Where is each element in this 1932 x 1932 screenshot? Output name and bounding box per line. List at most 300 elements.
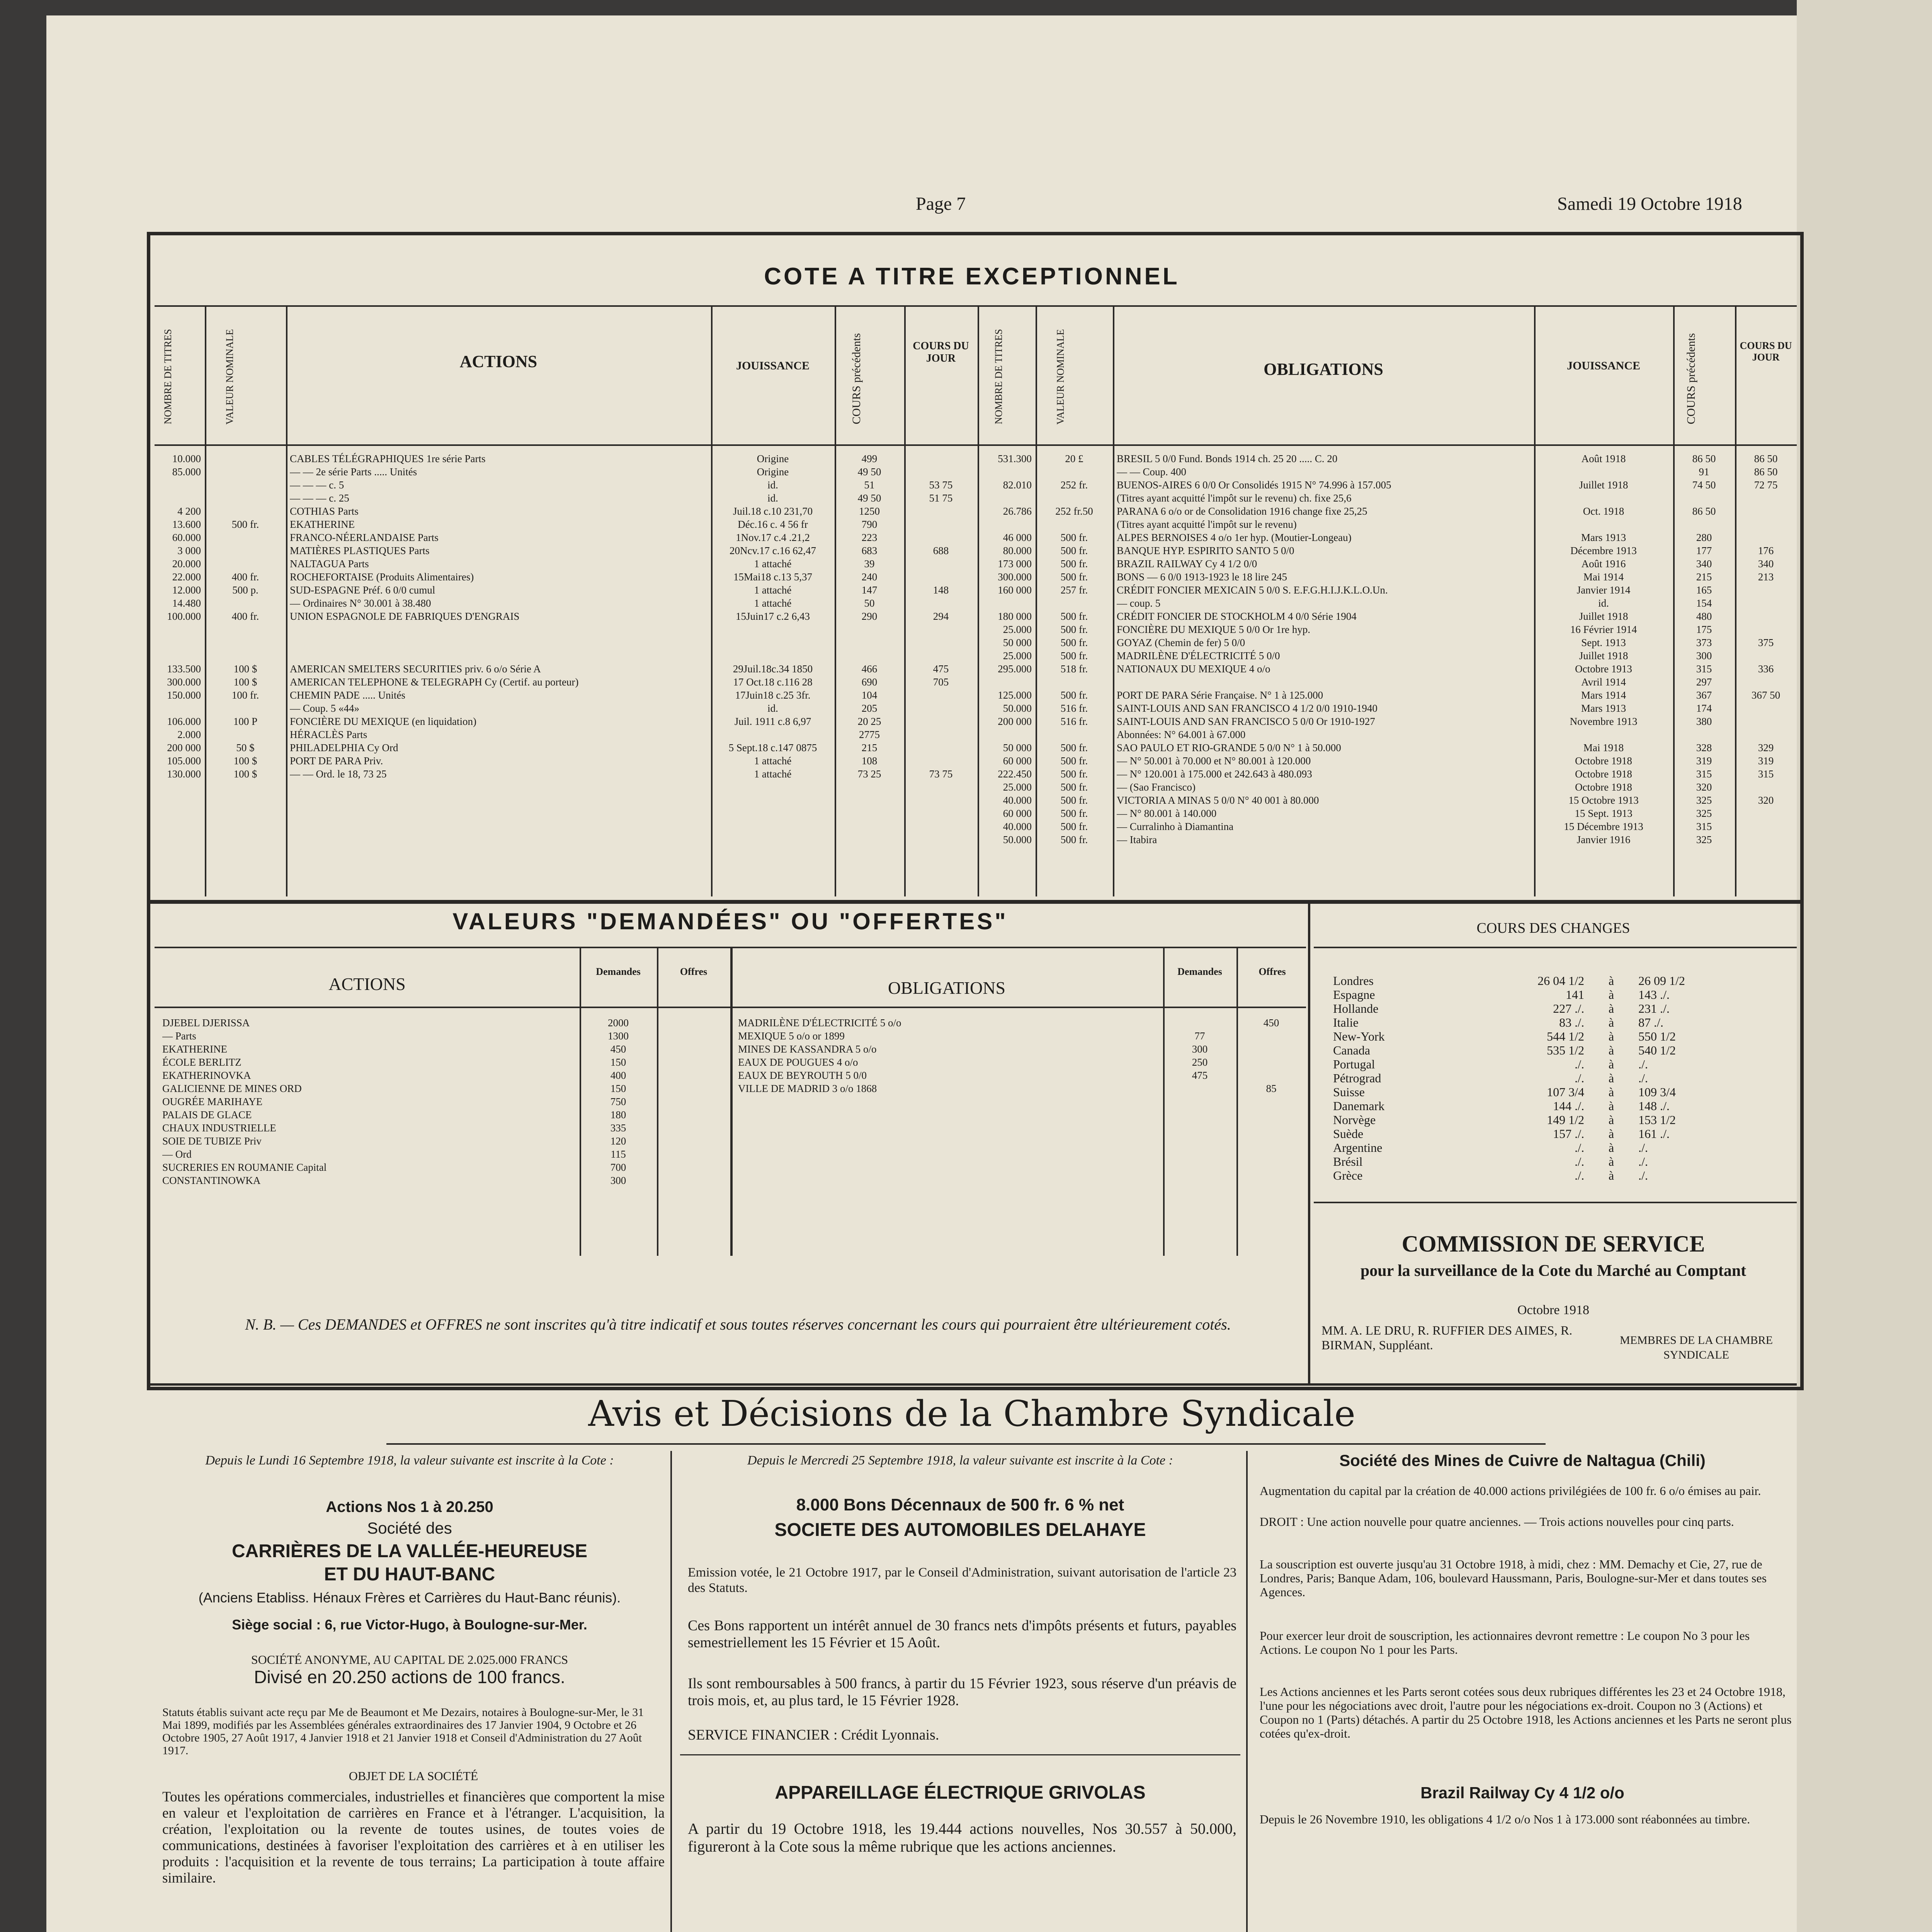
jouissance-cell: 15Juin17 c.2 6,43 [736, 611, 810, 622]
cours-prec-cell: 240 [861, 571, 878, 583]
cours-prec-cell: 2775 [859, 729, 880, 740]
name-cell: EKATHERINE [290, 519, 355, 530]
name-cell: AMERICAN TELEPHONE & TELEGRAPH Cy (Certif. au porteur) [290, 676, 579, 688]
cours-prec-cell: 320 [1696, 781, 1712, 793]
name-cell: — N° 50.001 à 70.000 et N° 80.001 à 120.000 [1117, 755, 1311, 767]
change-high: 109 3/4 [1638, 1085, 1676, 1099]
cours-prec-cell: 315 [1696, 768, 1712, 780]
demandes-cell: 150 [610, 1083, 626, 1094]
demandes-label: Demandes [596, 966, 641, 977]
cours-jour-cell: 375 [1758, 637, 1774, 648]
cours-prec-cell: 73 25 [857, 768, 881, 780]
valeur-cell: 500 fr. [1060, 755, 1088, 767]
change-low: 149 1/2 [1547, 1113, 1584, 1127]
demandes-cell: 300 [610, 1175, 626, 1186]
nombre-cell: 12.000 [172, 584, 201, 596]
jouissance-cell: Décembre 1913 [1570, 545, 1637, 556]
cours-prec-cell: 86 50 [1692, 505, 1716, 517]
name-cell: — Ordinaires N° 30.001 à 38.480 [290, 597, 431, 609]
cours-prec-cell: 315 [1696, 821, 1712, 832]
change-sep: à [1608, 1071, 1614, 1085]
name-cell: — Coup. 5 «44» [290, 702, 360, 714]
cours-prec-cell: 108 [861, 755, 878, 767]
avis2-service: SERVICE FINANCIER : Crédit Lyonnais. [688, 1727, 939, 1743]
cours-prec-cell: 690 [861, 676, 878, 688]
nombre-cell: 50 000 [1003, 742, 1032, 753]
col-cours-jour: COURS DU JOUR [913, 340, 969, 364]
col-valeur-obl: VALEUR NOMINALE [1055, 329, 1066, 425]
change-country: Norvège [1333, 1113, 1376, 1127]
valeur-cell: 100 fr. [231, 689, 259, 701]
change-sep: à [1608, 1043, 1614, 1057]
avis2-emission: Emission votée, le 21 Octobre 1917, par le Conseil d'Administration, suivant autorisation de l'article 23 des Statuts. [688, 1565, 1236, 1595]
change-low: 141 [1566, 988, 1584, 1002]
jouissance-cell: 17 Oct.18 c.116 28 [733, 676, 813, 688]
nombre-cell: 200 000 [998, 716, 1032, 727]
change-country: Portugal [1333, 1057, 1375, 1071]
demandes-label-obl: Demandes [1177, 966, 1222, 977]
change-high: 540 1/2 [1638, 1043, 1676, 1057]
name-cell: CONSTANTINOWKA [162, 1175, 261, 1186]
change-country: Suède [1333, 1127, 1364, 1141]
change-country: Grèce [1333, 1168, 1363, 1182]
jouissance-cell: Janvier 1916 [1577, 834, 1631, 845]
jouissance-cell: 15 Octobre 1913 [1568, 794, 1639, 806]
naltagua-droit: DROIT : Une action nouvelle pour quatre anciennes. — Trois actions nouvelles pour cinq parts. [1260, 1515, 1734, 1529]
nombre-cell: 10.000 [172, 453, 201, 464]
name-cell: CHAUX INDUSTRIELLE [162, 1122, 276, 1134]
nombre-cell: 85.000 [172, 466, 201, 478]
jouissance-cell: id. [767, 479, 778, 491]
jouissance-cell: id. [767, 702, 778, 714]
commission-members: MM. A. LE DRU, R. RUFFIER DES AIMES, R. BIRMAN, Suppléant. [1321, 1324, 1573, 1352]
nombre-cell: 160 000 [998, 584, 1032, 596]
jouissance-cell: Novembre 1913 [1570, 716, 1638, 727]
nombre-cell: 3 000 [177, 545, 201, 556]
jouissance-cell: Juillet 1918 [1579, 479, 1628, 491]
name-cell: MINES DE KASSANDRA 5 o/o [738, 1043, 877, 1055]
name-cell: ALPES BERNOISES 4 o/o 1er hyp. (Moutier-Longeau) [1117, 532, 1352, 543]
change-low: ./. [1575, 1155, 1584, 1168]
nombre-cell: 106.000 [167, 716, 201, 727]
jouissance-cell: Octobre 1918 [1575, 755, 1632, 767]
cours-jour-cell: 315 [1758, 768, 1774, 780]
valeur-cell: 400 fr. [231, 611, 259, 622]
avis1-objet-text: Toutes les opérations commerciales, industrielles et financières que comportent la mise en valeur et l'exploitation de carrières en France et à l'étranger. L'acquisition, la création, l'exploitation ou la revente de toutes usines, de toutes voies de communications, destinées à favoriser l'exploitation des carrières et à en utiliser les produits : l'acquisition et la revente de tous terrains; La participation à toute affaire similaire. [162, 1789, 665, 1886]
name-cell: EAUX DE POUGUES 4 o/o [738, 1056, 858, 1068]
name-cell: Abonnées: N° 64.001 à 67.000 [1117, 729, 1246, 740]
cours-prec-cell: 319 [1696, 755, 1712, 767]
jouissance-cell: Août 1918 [1581, 453, 1626, 464]
name-cell: SOIE DE TUBIZE Priv [162, 1135, 262, 1147]
cours-prec-cell: 297 [1696, 676, 1712, 688]
commission-title: COMMISSION DE SERVICE [1401, 1231, 1705, 1257]
jouissance-cell: 15 Décembre 1913 [1564, 821, 1643, 832]
demandes-cell: 2000 [608, 1017, 629, 1029]
change-country: Suisse [1333, 1085, 1365, 1099]
cours-prec-cell: 683 [861, 545, 878, 556]
demandes-cell: 450 [610, 1043, 626, 1055]
valeur-cell: 500 fr. [1060, 611, 1088, 622]
valeur-cell: 516 fr. [1060, 702, 1088, 714]
name-cell: PHILADELPHIA Cy Ord [290, 742, 398, 753]
nombre-cell: 180 000 [998, 611, 1032, 622]
valeur-cell: 518 fr. [1060, 663, 1088, 675]
jouissance-cell: Janvier 1914 [1577, 584, 1631, 596]
demandes-cell: 115 [611, 1148, 626, 1160]
nombre-cell: 4 200 [177, 505, 201, 517]
name-cell: BRAZIL RAILWAY Cy 4 1/2 0/0 [1117, 558, 1257, 570]
valeur-cell: 500 fr. [1060, 650, 1088, 662]
valeur-cell: 500 fr. [1060, 808, 1088, 819]
cours-prec-cell: 86 50 [1692, 453, 1716, 464]
name-cell: PALAIS DE GLACE [162, 1109, 252, 1121]
jouissance-cell: 1 attaché [754, 597, 792, 609]
name-cell: NATIONAUX DU MEXIQUE 4 o/o [1117, 663, 1270, 675]
jouissance-cell: Octobre 1918 [1575, 781, 1632, 793]
naltagua-souscription: La souscription est ouverte jusqu'au 31 Octobre 1918, à midi, chez : MM. Demachy et Cie, 27, rue de Londres, Paris; Banque Adam, 106, boulevard Haussmann, Paris, Boulogne-sur-Mer et dans toutes ses Agences. [1260, 1557, 1767, 1599]
name-cell: — Curralinho à Diamantina [1117, 821, 1234, 832]
nombre-cell: 25.000 [1003, 624, 1032, 635]
page-date: Samedi 19 Octobre 1918 [1557, 194, 1742, 214]
change-high: 26 09 1/2 [1638, 974, 1685, 988]
jouissance-cell: Origine [757, 453, 789, 464]
valeur-cell: 20 £ [1065, 453, 1083, 464]
cours-jour-cell: 367 50 [1751, 689, 1781, 701]
name-cell: ÉCOLE BERLITZ [162, 1056, 242, 1068]
cours-prec-cell: 91 [1699, 466, 1709, 478]
name-cell: NALTAGUA Parts [290, 558, 369, 570]
offres-cell: 85 [1266, 1083, 1277, 1094]
cours-prec-cell: 223 [861, 532, 878, 543]
cours-prec-cell: 104 [861, 689, 878, 701]
jouissance-cell: Octobre 1913 [1575, 663, 1632, 675]
valeur-cell: 500 fr. [1060, 571, 1088, 583]
cours-jour-cell: 336 [1758, 663, 1774, 675]
cote-title: COTE A TITRE EXCEPTIONNEL [764, 263, 1180, 290]
naltagua-title: Société des Mines de Cuivre de Naltagua (Chili) [1339, 1451, 1706, 1469]
cours-prec-cell: 215 [861, 742, 878, 753]
jouissance-cell: 16 Février 1914 [1570, 624, 1637, 635]
col-nombre-obl: NOMBRE DE TITRES [993, 329, 1004, 425]
cours-prec-cell: 315 [1696, 663, 1712, 675]
change-country: Londres [1333, 974, 1374, 988]
col-jouissance: JOUISSANCE [736, 359, 810, 372]
cours-prec-cell: 50 [864, 597, 875, 609]
name-cell: MEXIQUE 5 o/o or 1899 [738, 1030, 845, 1042]
cours-prec-cell: 20 25 [857, 716, 881, 727]
page-number: Page 7 [916, 194, 966, 214]
name-cell: — — Ord. le 18, 73 25 [290, 768, 387, 780]
cours-jour-cell: 688 [933, 545, 949, 556]
change-sep: à [1608, 1085, 1614, 1099]
nombre-cell: 200 000 [167, 742, 201, 753]
nombre-cell: 60 000 [1003, 808, 1032, 819]
offres-label: Offres [680, 966, 707, 977]
jouissance-cell: 15 Sept. 1913 [1575, 808, 1633, 819]
grivolas-text: A partir du 19 Octobre 1918, les 19.444 actions nouvelles, Nos 30.557 à 50.000, figureront à la Cote sous la même rubrique que les actions anciennes. [688, 1820, 1236, 1855]
name-cell: VILLE DE MADRID 3 o/o 1868 [738, 1083, 877, 1094]
name-cell: EKATHERINE [162, 1043, 227, 1055]
cours-prec-cell: 300 [1696, 650, 1712, 662]
cours-prec-cell: 49 50 [857, 492, 881, 504]
avis1-statuts: Statuts établis suivant acte reçu par Me de Beaumont et Me Dezairs, notaires à Boulogne-sur-Mer, le 31 Mai 1899, modifiés par les Assemblées générales extraordinaires des 17 Janvier 1904, 9 Octobre et 26 Octobre 1905, 27 Août 1917, 4 Janvier 1918 et 21 Janvier 1918 et Conseil d'Administration du 27 Août 1917. [162, 1706, 644, 1757]
name-cell: — N° 120.001 à 175.000 et 242.643 à 480.093 [1117, 768, 1312, 780]
change-high: 231 ./. [1638, 1002, 1670, 1015]
cours-jour-cell: 176 [1758, 545, 1774, 556]
cours-prec-cell: 174 [1696, 702, 1712, 714]
name-cell: VICTORIA A MINAS 5 0/0 N° 40 001 à 80.000 [1117, 794, 1319, 806]
commission-subtitle: pour la surveillance de la Cote du Marché au Comptant [1360, 1262, 1747, 1280]
jouissance-cell: 15Mai18 c.13 5,37 [733, 571, 812, 583]
cours-prec-cell: 499 [861, 453, 878, 464]
nombre-cell: 80.000 [1003, 545, 1032, 556]
jouissance-cell: Déc.16 c. 4 56 fr [738, 519, 808, 530]
change-high: ./. [1638, 1057, 1648, 1071]
avis1-former: (Anciens Etabliss. Hénaux Frères et Carrières du Haut-Banc réunis). [198, 1590, 621, 1605]
name-cell: FONCIÈRE DU MEXIQUE (en liquidation) [290, 716, 476, 727]
avis1-societe: Société des [367, 1519, 452, 1537]
cours-prec-cell: 74 50 [1692, 479, 1716, 491]
valeur-cell: 500 fr. [1060, 558, 1088, 570]
change-country: Pétrograd [1333, 1071, 1381, 1085]
cours-prec-cell: 325 [1696, 794, 1712, 806]
avis2-rembours: Ils sont remboursables à 500 francs, à partir du 15 Février 1923, sous réserve d'un préavis de trois mois, et, au plus tard, le 15 Février 1928. [688, 1675, 1236, 1709]
nombre-cell: 25.000 [1003, 650, 1032, 662]
name-cell: PORT DE PARA Série Française. N° 1 à 125.000 [1117, 689, 1323, 701]
cours-jour-cell: 705 [933, 676, 949, 688]
valeur-cell: 252 fr.50 [1055, 505, 1093, 517]
jouissance-cell: Mars 1913 [1581, 532, 1626, 543]
cours-prec-cell: 165 [1696, 584, 1712, 596]
nombre-cell: 295.000 [998, 663, 1032, 675]
valeur-cell: 500 fr. [1060, 742, 1088, 753]
changes-title: COURS DES CHANGES [1476, 920, 1630, 936]
naltagua-exercer: Pour exercer leur droit de souscription, les actionnaires devront remettre : Le coupon No 3 pour les Actions. Le coupon No 1 pour les Parts. [1260, 1629, 1750, 1656]
change-low: 227 ./. [1553, 1002, 1584, 1015]
nombre-cell: 173 000 [998, 558, 1032, 570]
col-cours-prec: COURS précédents [850, 333, 863, 424]
change-country: Italie [1333, 1015, 1359, 1029]
change-high: ./. [1638, 1071, 1648, 1085]
change-sep: à [1608, 988, 1614, 1002]
cours-prec-cell: 177 [1696, 545, 1712, 556]
name-cell: AMERICAN SMELTERS SECURITIES priv. 6 o/o Série A [290, 663, 541, 675]
col-jouissance-obl: JOUISSANCE [1566, 359, 1641, 372]
valeur-cell: 100 P [233, 716, 258, 727]
demandes-cell: 400 [610, 1070, 626, 1081]
valeur-cell: 500 fr. [1060, 768, 1088, 780]
cours-jour-cell: 320 [1758, 794, 1774, 806]
demandes-cell: 700 [610, 1162, 626, 1173]
cours-jour-cell: 148 [933, 584, 949, 596]
name-cell: MATIÈRES PLASTIQUES Parts [290, 545, 430, 556]
cours-jour-cell: 86 50 [1754, 453, 1778, 464]
nombre-cell: 13.600 [172, 519, 201, 530]
name-cell: — — Coup. 400 [1117, 466, 1187, 478]
change-sep: à [1608, 1057, 1614, 1071]
demandes-cell: 335 [610, 1122, 626, 1134]
avis2-interet: Ces Bons rapportent un intérêt annuel de 30 francs nets d'impôts présents et futurs, payables semestriellement les 15 Février et 15 Août. [688, 1617, 1236, 1651]
avis1-siege: Siège social : 6, rue Victor-Hugo, à Boulogne-sur-Mer. [232, 1617, 587, 1633]
valeurs-title: VALEURS "DEMANDÉES" OU "OFFERTES" [452, 908, 1008, 934]
valeur-cell: 500 fr. [1060, 821, 1088, 832]
cours-prec-cell: 380 [1696, 716, 1712, 727]
change-high: ./. [1638, 1155, 1648, 1168]
valeur-cell: 500 fr. [1060, 637, 1088, 648]
valeur-cell: 500 fr. [1060, 532, 1088, 543]
name-cell: HÉRACLÈS Parts [290, 729, 367, 740]
avis2-name: SOCIETE DES AUTOMOBILES DELAHAYE [774, 1520, 1146, 1540]
cours-prec-cell: 1250 [859, 505, 880, 517]
nombre-cell: 20.000 [172, 558, 201, 570]
jouissance-cell: 1 attaché [754, 768, 792, 780]
name-cell: — — — c. 5 [290, 479, 344, 491]
name-cell: — (Sao Francisco) [1117, 781, 1196, 793]
name-cell: BONS — 6 0/0 1913-1923 le 18 lire 245 [1117, 571, 1287, 583]
demandes-cell: 300 [1192, 1043, 1208, 1055]
nombre-cell: 105.000 [167, 755, 201, 767]
name-cell: SAINT-LOUIS AND SAN FRANCISCO 5 0/0 Or 1910-1927 [1117, 716, 1375, 727]
demandes-cell: 750 [610, 1096, 626, 1107]
change-sep: à [1608, 1002, 1614, 1015]
jouissance-cell: Juillet 1918 [1579, 611, 1628, 622]
nombre-cell: 2.000 [177, 729, 201, 740]
change-high: 87 ./. [1638, 1015, 1663, 1029]
name-cell: — Parts [162, 1030, 196, 1042]
change-country: Espagne [1333, 988, 1375, 1002]
change-country: Argentine [1333, 1141, 1383, 1155]
nombre-cell: 25.000 [1003, 781, 1032, 793]
cours-prec-cell: 480 [1696, 611, 1712, 622]
name-cell: SUCRERIES EN ROUMANIE Capital [162, 1162, 327, 1173]
change-country: New-York [1333, 1029, 1385, 1043]
name-cell: DJEBEL DJERISSA [162, 1017, 250, 1029]
change-low: 144 ./. [1553, 1099, 1584, 1113]
name-cell: — — 2e série Parts ..... Unités [290, 466, 417, 478]
change-sep: à [1608, 1127, 1614, 1141]
nombre-cell: 125.000 [998, 689, 1032, 701]
valeur-cell: 100 $ [233, 663, 257, 675]
name-cell: GOYAZ (Chemin de fer) 5 0/0 [1117, 637, 1245, 648]
cours-prec-cell: 790 [861, 519, 878, 530]
nombre-cell: 40.000 [1003, 821, 1032, 832]
valeur-cell: 500 fr. [1060, 689, 1088, 701]
brazil-text: Depuis le 26 Novembre 1910, les obligations 4 1/2 o/o Nos 1 à 173.000 sont réabonnées au timbre. [1260, 1812, 1750, 1826]
nombre-cell: 150.000 [167, 689, 201, 701]
valeur-cell: 500 fr. [231, 519, 259, 530]
brazil-title: Brazil Railway Cy 4 1/2 o/o [1420, 1784, 1624, 1802]
cours-prec-cell: 39 [864, 558, 875, 570]
cours-prec-cell: 328 [1696, 742, 1712, 753]
name-cell: CRÉDIT FONCIER DE STOCKHOLM 4 0/0 Série 1904 [1117, 611, 1357, 622]
name-cell: BRESIL 5 0/0 Fund. Bonds 1914 ch. 25 20 ..... C. 20 [1117, 453, 1338, 464]
demandes-cell: 120 [610, 1135, 626, 1147]
jouissance-cell: 1Nov.17 c.4 .21,2 [736, 532, 810, 543]
jouissance-cell: id. [1598, 597, 1609, 609]
cours-prec-cell: 154 [1696, 597, 1712, 609]
valeurs-note: N. B. — Ces DEMANDES et OFFRES ne sont inscrites qu'à titre indicatif et sous toutes réserves concernant les cours qui pourraient être ultérieurement cotés. [245, 1316, 1231, 1333]
cours-jour-cell: 475 [933, 663, 949, 675]
name-cell: — N° 80.001 à 140.000 [1117, 808, 1217, 819]
avis2-intro: Depuis le Mercredi 25 Septembre 1918, la valeur suivante est inscrite à la Cote : [747, 1453, 1173, 1468]
name-cell: PARANA 6 o/o or de Consolidation 1916 change fixe 25,25 [1117, 505, 1367, 517]
nombre-cell: 60.000 [172, 532, 201, 543]
change-low: 535 1/2 [1547, 1043, 1584, 1057]
offres-cell: 450 [1263, 1017, 1279, 1029]
cours-prec-cell: 205 [861, 702, 878, 714]
jouissance-cell: Oct. 1918 [1583, 505, 1624, 517]
jouissance-cell: Avril 1914 [1581, 676, 1626, 688]
avis2-bons: 8.000 Bons Décennaux de 500 fr. 6 % net [796, 1495, 1124, 1514]
valeur-cell: 257 fr. [1060, 584, 1088, 596]
cours-prec-cell: 340 [1696, 558, 1712, 570]
cours-jour-cell: 294 [933, 611, 949, 622]
jouissance-cell: 29Juil.18c.34 1850 [733, 663, 813, 675]
name-cell: CRÉDIT FONCIER MEXICAIN 5 0/0 S. E.F.G.H.I.J.K.L.O.Un. [1117, 584, 1388, 596]
cours-prec-cell: 290 [861, 611, 878, 622]
nombre-cell: 14.480 [172, 597, 201, 609]
cours-prec-cell: 175 [1696, 624, 1712, 635]
commission-month: Octobre 1918 [1517, 1303, 1589, 1317]
cours-prec-cell: 325 [1696, 808, 1712, 819]
change-low: ./. [1575, 1141, 1584, 1155]
name-cell: MADRILÈNE D'ÉLECTRICITÉ 5 0/0 [1117, 650, 1280, 662]
change-country: Hollande [1333, 1002, 1379, 1015]
naltagua-cotees: Les Actions anciennes et les Parts seront cotées sous deux rubriques différentes les 23 et 24 Octobre 1918, l'une pour les négociations avec droit, l'autre pour les négociations ex-droit. Coupon no 3 (Actions) et Coupon no 1 (Parts) détachés. A partir du 25 Octobre 1918, les Actions anciennes et les Parts ne seront plus cotées qu'ex-droit. [1260, 1685, 1792, 1740]
col-cours-jour-obl: COURS DU JOUR [1740, 340, 1792, 363]
avis1-name2: ET DU HAUT-BANC [324, 1564, 495, 1585]
cours-prec-cell: 215 [1696, 571, 1712, 583]
name-cell: SAINT-LOUIS AND SAN FRANCISCO 4 1/2 0/0 1910-1940 [1117, 702, 1378, 714]
cours-prec-cell: 466 [861, 663, 878, 675]
valeur-cell: 100 $ [233, 768, 257, 780]
grivolas-title: APPAREILLAGE ÉLECTRIQUE GRIVOLAS [775, 1782, 1146, 1803]
change-country: Danemark [1333, 1099, 1385, 1113]
name-cell: FONCIÈRE DU MEXIQUE 5 0/0 Or 1re hyp. [1117, 624, 1310, 635]
jouissance-cell: Mai 1918 [1583, 742, 1624, 753]
name-cell: — Itabira [1117, 834, 1157, 845]
cours-prec-cell: 367 [1696, 689, 1712, 701]
name-cell: SAO PAULO ET RIO-GRANDE 5 0/0 N° 1 à 50.000 [1117, 742, 1341, 753]
cours-jour-cell: 340 [1758, 558, 1774, 570]
change-high: ./. [1638, 1168, 1648, 1182]
name-cell: BANQUE HYP. ESPIRITO SANTO 5 0/0 [1117, 545, 1294, 556]
name-cell: PORT DE PARA Priv. [290, 755, 383, 767]
jouissance-cell: 5 Sept.18 c.147 0875 [728, 742, 817, 753]
demandes-cell: 475 [1192, 1070, 1208, 1081]
valeur-cell: 500 p. [232, 584, 259, 596]
avis1-objet: OBJET DE LA SOCIÉTÉ [349, 1769, 478, 1783]
valeur-cell: 100 $ [233, 755, 257, 767]
name-cell: GALICIENNE DE MINES ORD [162, 1083, 302, 1094]
valeur-cell: 500 fr. [1060, 545, 1088, 556]
cours-jour-cell: 213 [1758, 571, 1774, 583]
change-high: 148 ./. [1638, 1099, 1670, 1113]
cours-jour-cell: 329 [1758, 742, 1774, 753]
jouissance-cell: Origine [757, 466, 789, 478]
jouissance-cell: Mai 1914 [1583, 571, 1624, 583]
cours-jour-cell: 72 75 [1754, 479, 1778, 491]
change-high: 161 ./. [1638, 1127, 1670, 1141]
cours-jour-cell: 51 75 [929, 492, 953, 504]
nombre-cell: 300.000 [167, 676, 201, 688]
jouissance-cell: 1 attaché [754, 558, 792, 570]
avis1-intro: Depuis le Lundi 16 Septembre 1918, la valeur suivante est inscrite à la Cote : [205, 1453, 614, 1468]
valeurs-obligations-label: OBLIGATIONS [888, 978, 1006, 998]
jouissance-cell: Mars 1914 [1581, 689, 1626, 701]
cours-prec-cell: 280 [1696, 532, 1712, 543]
